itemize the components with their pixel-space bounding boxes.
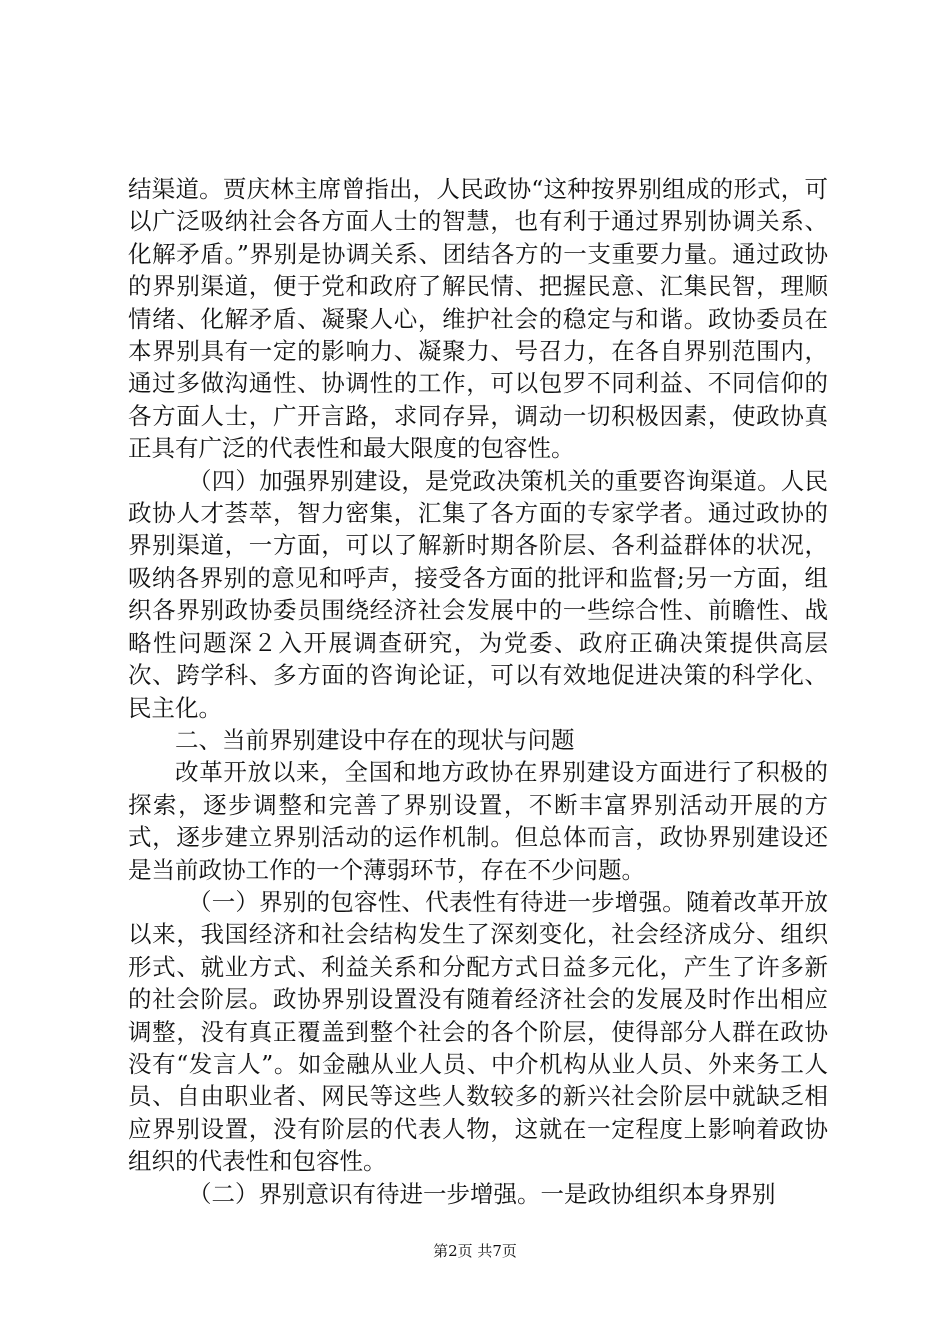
paragraph-5: （一）界别的包容性、代表性有待进一步增强。随着改革开放以来，我国经济和社会结构发生了深刻变化，社会经济成分、组织形式、就业方式、利益关系和分配方式日益多元化，产生了许多新的社会阶层。政协界别设置没有随着经济社会的发展及时作出相应调整，没有真正覆盖到整个社会的各个阶层，使得部分人群在政协没有“发言人”。如金融从业人员、中介机构从业人员、外来务工人员、自由职业者、网民等这些人数较多的新兴社会阶层中就缺乏相应界别设置，没有阶层的代表人物，这就在一定程度上影响着政协组织的代表性和包容性。 [128,887,828,1176]
paragraph-6: （二）界别意识有待进一步增强。一是政协组织本身界别 [188,1179,776,1208]
document-body [128,173,828,1210]
paragraph-4: 改革开放以来，全国和地方政协在界别建设方面进行了积极的探索，逐步调整和完善了界别设置，不断丰富界别活动开展的方式，逐步建立界别活动的运作机制。但总体而言，政协界别建设还是当前政协工作的一个薄弱环节，存在不少问题。 [128,758,828,884]
page-number: 第2页 共7页 [433,1242,517,1260]
page-footer [0,1241,950,1261]
section-heading: 二、当前界别建设中存在的现状与问题 [175,725,575,754]
paragraph-2: （四）加强界别建设，是党政决策机关的重要咨询渠道。人民政协人才荟萃，智力密集，汇集了各方面的专家学者。通过政协的界别渠道，一方面，可以了解新时期各阶层、各利益群体的状况，吸纳各界别的意见和呼声，接受各方面的批评和监督;另一方面，组织各界别政协委员围绕经济社会发展中的一些综合性、前瞻性、战略性问题深２入开展调查研究，为党委、政府正确决策提供高层次、跨学科、多方面的咨询论证，可以有效地促进决策的科学化、民主化。 [128,466,828,722]
paragraph-1: 结渠道。贾庆林主席曾指出，人民政协“这种按界别组成的形式，可以广泛吸纳社会各方面人士的智慧，也有利于通过界别协调关系、化解矛盾。”界别是协调关系、团结各方的一支重要力量。通过政协的界别渠道，便于党和政府了解民情、把握民意、汇集民智，理顺情绪、化解矛盾、凝聚人心，维护社会的稳定与和谐。政协委员在本界别具有一定的影响力、凝聚力、号召力，在各自界别范围内，通过多做沟通性、协调性的工作，可以包罗不同利益、不同信仰的各方面人士，广开言路，求同存异，调动一切积极因素，使政协真正具有广泛的代表性和最大限度的包容性。 [128,175,828,463]
